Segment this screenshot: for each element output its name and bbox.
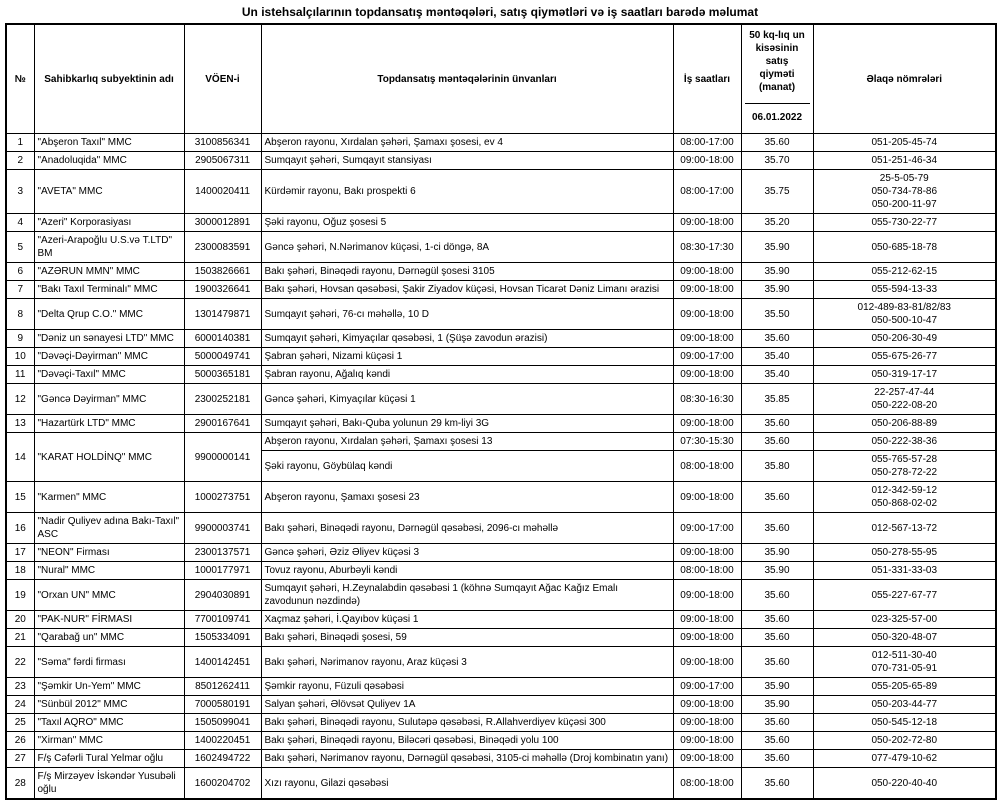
contact-line: 050-202-72-80 xyxy=(871,735,938,746)
table-row xyxy=(6,348,996,366)
row-number-cell: 26 xyxy=(6,732,34,750)
contact-cell xyxy=(813,348,996,366)
table-row xyxy=(6,580,996,611)
contact-line: 050-222-38-36 xyxy=(871,436,938,447)
voen-cell: 1400020411 xyxy=(184,170,261,214)
contact-cell xyxy=(813,732,996,750)
hours-cell: 08:00-17:00 xyxy=(673,134,741,152)
hours-cell: 09:00-18:00 xyxy=(673,214,741,232)
contact-cell xyxy=(813,299,996,330)
company-name-cell: "NEON" Firması xyxy=(34,544,184,562)
contact-line: 070-731-05-91 xyxy=(871,663,938,674)
company-name-cell: "Gəncə Dəyirman" MMC xyxy=(34,384,184,415)
price-cell: 35.60 xyxy=(741,330,813,348)
contact-line: 050-734-78-86 xyxy=(871,186,938,197)
price-cell: 35.90 xyxy=(741,263,813,281)
table-row xyxy=(6,330,996,348)
address-cell: Salyan şəhəri, Əlövsət Quliyev 1A xyxy=(261,696,673,714)
contact-line: 051-251-46-34 xyxy=(871,155,938,166)
company-name-cell: "Azeri-Arapoğlu U.S.və T.LTD" BM xyxy=(34,232,184,263)
row-number-cell: 27 xyxy=(6,750,34,768)
contact-cell xyxy=(813,263,996,281)
contact-line: 012-567-13-72 xyxy=(871,522,938,534)
price-cell: 35.90 xyxy=(741,696,813,714)
price-cell: 35.60 xyxy=(741,134,813,152)
contact-line: 055-594-13-33 xyxy=(871,284,938,295)
company-name-cell: "Səma" fərdi firması xyxy=(34,647,184,678)
header-hours: İş saatları xyxy=(673,24,741,134)
address-cell: Bakı şəhəri, Binəqədi rayonu, Dərnəgül şosesi 3105 xyxy=(261,263,673,281)
address-cell: Gəncə şəhəri, Əziz Əliyev küçəsi 3 xyxy=(261,544,673,562)
voen-cell: 5000049741 xyxy=(184,348,261,366)
table-row xyxy=(6,134,996,152)
contact-line: 055-205-65-89 xyxy=(871,681,938,692)
company-name-cell: "Taxıl AQRO" MMC xyxy=(34,714,184,732)
price-cell: 35.50 xyxy=(741,299,813,330)
company-name-cell: "Dəvəçi-Taxıl" MMC xyxy=(34,366,184,384)
contact-line: 012-489-83-81/82/83 xyxy=(857,302,951,313)
contact-cell xyxy=(813,415,996,433)
contact-line: 050-200-11-97 xyxy=(871,199,937,210)
address-cell: Bakı şəhəri, Binəqədi rayonu, Sulutəpə qəsəbəsi, R.Allahverdiyev küçəsi 300 xyxy=(261,714,673,732)
header-no: № xyxy=(6,24,34,134)
company-name-cell: "Orxan UN" MMC xyxy=(34,580,184,611)
row-number-cell: 21 xyxy=(6,629,34,647)
address-cell: Bakı şəhəri, Binəqədi rayonu, Biləcəri qəsəbəsi, Binəqədi yolu 100 xyxy=(261,732,673,750)
table-row xyxy=(6,768,996,800)
contact-line: 050-545-12-18 xyxy=(871,717,938,728)
price-cell: 35.90 xyxy=(741,281,813,299)
address-cell: Sumqayıt şəhəri, H.Zeynalabdin qəsəbəsi 1 (köhnə Sumqayıt Ağac Kağız Emalı zavodunun nəzdində) xyxy=(261,580,673,611)
price-cell: 35.85 xyxy=(741,384,813,415)
header-row xyxy=(6,24,996,134)
hours-cell: 08:30-16:30 xyxy=(673,384,741,415)
voen-cell: 9900000141 xyxy=(184,433,261,482)
table-row xyxy=(6,513,996,544)
row-number-cell: 2 xyxy=(6,152,34,170)
hours-cell: 09:00-18:00 xyxy=(673,611,741,629)
price-cell: 35.40 xyxy=(741,348,813,366)
row-number-cell: 7 xyxy=(6,281,34,299)
company-name-cell: "AZƏRUN MMN" MMC xyxy=(34,263,184,281)
voen-cell: 9900003741 xyxy=(184,513,261,544)
table-row xyxy=(6,299,996,330)
contact-line: 055-212-62-15 xyxy=(871,266,938,277)
voen-cell: 5000365181 xyxy=(184,366,261,384)
contact-line: 050-320-48-07 xyxy=(871,632,938,643)
contact-line: 050-685-18-78 xyxy=(871,241,938,253)
contact-line: 012-342-59-12 xyxy=(871,485,938,496)
contact-cell xyxy=(813,214,996,232)
contact-line: 012-511-30-40 xyxy=(871,650,937,661)
contact-line: 050-206-30-49 xyxy=(871,333,938,344)
contact-cell xyxy=(813,678,996,696)
hours-cell: 09:00-18:00 xyxy=(673,152,741,170)
contact-line: 055-765-57-28 xyxy=(871,454,938,465)
price-cell: 35.90 xyxy=(741,232,813,263)
contact-line: 25-5-05-79 xyxy=(879,173,929,184)
hours-cell: 09:00-18:00 xyxy=(673,281,741,299)
contact-line: 050-500-10-47 xyxy=(871,315,938,326)
price-cell: 35.60 xyxy=(741,768,813,800)
hours-cell: 08:00-18:00 xyxy=(673,768,741,800)
row-number-cell: 6 xyxy=(6,263,34,281)
voen-cell: 2904030891 xyxy=(184,580,261,611)
company-name-cell: "Nadir Quliyev adına Bakı-Taxıl" ASC xyxy=(34,513,184,544)
table-row xyxy=(6,544,996,562)
company-name-cell: "PAK-NUR" FİRMASI xyxy=(34,611,184,629)
voen-cell: 1900326641 xyxy=(184,281,261,299)
price-cell: 35.75 xyxy=(741,170,813,214)
voen-cell: 3000012891 xyxy=(184,214,261,232)
contact-line: 050-868-02-02 xyxy=(871,498,938,509)
contact-cell xyxy=(813,433,996,451)
address-cell: Bakı şəhəri, Nərimanov rayonu, Araz küçəsi 3 xyxy=(261,647,673,678)
address-cell: Tovuz rayonu, Aburbəyli kəndi xyxy=(261,562,673,580)
contact-cell xyxy=(813,611,996,629)
contact-cell xyxy=(813,482,996,513)
contact-line: 050-206-88-89 xyxy=(871,418,938,429)
voen-cell: 1503826661 xyxy=(184,263,261,281)
table-row xyxy=(6,384,996,415)
row-number-cell: 25 xyxy=(6,714,34,732)
row-number-cell: 17 xyxy=(6,544,34,562)
contact-cell xyxy=(813,366,996,384)
row-number-cell: 28 xyxy=(6,768,34,800)
table-row xyxy=(6,366,996,384)
company-name-cell: "Sünbül 2012" MMC xyxy=(34,696,184,714)
contact-cell xyxy=(813,714,996,732)
table-row xyxy=(6,696,996,714)
price-cell: 35.60 xyxy=(741,732,813,750)
address-cell: Gəncə şəhəri, Kimyaçılar küçəsi 1 xyxy=(261,384,673,415)
contact-cell xyxy=(813,134,996,152)
address-cell: Kürdəmir rayonu, Bakı prospekti 6 xyxy=(261,170,673,214)
contact-cell xyxy=(813,580,996,611)
row-number-cell: 3 xyxy=(6,170,34,214)
contact-cell xyxy=(813,330,996,348)
hours-cell: 09:00-18:00 xyxy=(673,415,741,433)
voen-cell: 2300252181 xyxy=(184,384,261,415)
address-cell: Abşeron rayonu, Şamaxı şosesi 23 xyxy=(261,482,673,513)
contact-line: 051-331-33-03 xyxy=(871,565,938,576)
voen-cell: 1000273751 xyxy=(184,482,261,513)
address-cell: Bakı şəhəri, Binəqədi şosesi, 59 xyxy=(261,629,673,647)
contact-cell xyxy=(813,750,996,768)
contact-line: 050-203-44-77 xyxy=(871,699,938,710)
voen-cell: 2300137571 xyxy=(184,544,261,562)
contact-cell xyxy=(813,451,996,482)
price-cell: 35.70 xyxy=(741,152,813,170)
row-number-cell: 10 xyxy=(6,348,34,366)
hours-cell: 08:00-18:00 xyxy=(673,562,741,580)
voen-cell: 1505334091 xyxy=(184,629,261,647)
address-cell: Sumqayıt şəhəri, Kimyaçılar qəsəbəsi, 1 (Şüşə zavodun ərazisi) xyxy=(261,330,673,348)
contact-cell xyxy=(813,513,996,544)
hours-cell: 09:00-17:00 xyxy=(673,513,741,544)
price-cell: 35.60 xyxy=(741,611,813,629)
table-row xyxy=(6,152,996,170)
contact-line: 055-675-26-77 xyxy=(871,351,938,362)
contact-cell xyxy=(813,629,996,647)
row-number-cell: 20 xyxy=(6,611,34,629)
row-number-cell: 1 xyxy=(6,134,34,152)
table-row xyxy=(6,732,996,750)
hours-cell: 09:00-18:00 xyxy=(673,732,741,750)
table-row xyxy=(6,214,996,232)
address-cell: Şabran şəhəri, Nizami küçəsi 1 xyxy=(261,348,673,366)
hours-cell: 09:00-18:00 xyxy=(673,696,741,714)
price-cell: 35.20 xyxy=(741,214,813,232)
table-row xyxy=(6,415,996,433)
voen-cell: 3100856341 xyxy=(184,134,261,152)
hours-cell: 09:00-18:00 xyxy=(673,330,741,348)
producers-table xyxy=(5,23,997,800)
address-cell: Abşeron rayonu, Xırdalan şəhəri, Şamaxı şosesi 13 xyxy=(261,433,673,451)
header-price-inner xyxy=(745,27,810,131)
header-contact: Əlaqə nömrələri xyxy=(813,24,996,134)
row-number-cell: 9 xyxy=(6,330,34,348)
company-name-cell: "Dəvəçi-Dəyirman" MMC xyxy=(34,348,184,366)
table-row xyxy=(6,232,996,263)
table-row xyxy=(6,170,996,214)
header-price-date: 06.01.2022 xyxy=(745,103,810,131)
contact-cell xyxy=(813,281,996,299)
address-cell: Sumqayıt şəhəri, Sumqayıt stansiyası xyxy=(261,152,673,170)
table-row xyxy=(6,281,996,299)
contact-cell xyxy=(813,152,996,170)
contact-line: 077-479-10-62 xyxy=(871,753,938,764)
address-cell: Xızı rayonu, Gilazi qəsəbəsi xyxy=(261,768,673,800)
price-cell: 35.60 xyxy=(741,750,813,768)
company-name-cell: "Bakı Taxıl Terminalı" MMC xyxy=(34,281,184,299)
table-row xyxy=(6,678,996,696)
row-number-cell: 22 xyxy=(6,647,34,678)
hours-cell: 08:30-17:30 xyxy=(673,232,741,263)
voen-cell: 2300083591 xyxy=(184,232,261,263)
row-number-cell: 14 xyxy=(6,433,34,482)
table-header xyxy=(6,24,996,134)
hours-cell: 09:00-17:00 xyxy=(673,348,741,366)
row-number-cell: 5 xyxy=(6,232,34,263)
price-cell: 35.60 xyxy=(741,482,813,513)
address-cell: Sumqayıt şəhəri, 76-cı məhəllə, 10 D xyxy=(261,299,673,330)
voen-cell: 1505099041 xyxy=(184,714,261,732)
header-company-name: Sahibkarlıq subyektinin adı xyxy=(34,24,184,134)
price-cell: 35.90 xyxy=(741,562,813,580)
company-name-cell: "Qarabağ un" MMC xyxy=(34,629,184,647)
address-cell: Bakı şəhəri, Binəqədi rayonu, Dərnəgül qəsəbəsi, 2096-cı məhəllə xyxy=(261,513,673,544)
row-number-cell: 24 xyxy=(6,696,34,714)
hours-cell: 08:00-17:00 xyxy=(673,170,741,214)
address-cell: Bakı şəhəri, Nərimanov rayonu, Dərnəgül qəsəbəsi, 3105-ci məhəllə (Droj kombinatın yanı) xyxy=(261,750,673,768)
header-voen: VÖEN-i xyxy=(184,24,261,134)
table-body xyxy=(6,134,996,800)
contact-line: 050-222-08-20 xyxy=(871,400,938,411)
address-cell: Bakı şəhəri, Hovsan qəsəbəsi, Şakir Ziyadov küçəsi, Hovsan Ticarət Dəniz Limanı ərazisi xyxy=(261,281,673,299)
voen-cell: 1400220451 xyxy=(184,732,261,750)
hours-cell: 07:30-15:30 xyxy=(673,433,741,451)
hours-cell: 09:00-17:00 xyxy=(673,678,741,696)
price-cell: 35.60 xyxy=(741,433,813,451)
row-number-cell: 15 xyxy=(6,482,34,513)
hours-cell: 09:00-18:00 xyxy=(673,366,741,384)
address-cell: Abşeron rayonu, Xırdalan şəhəri, Şamaxı şosesi, ev 4 xyxy=(261,134,673,152)
hours-cell: 09:00-18:00 xyxy=(673,482,741,513)
address-cell: Şəmkir rayonu, Füzuli qəsəbəsi xyxy=(261,678,673,696)
header-price xyxy=(741,24,813,134)
voen-cell: 1600204702 xyxy=(184,768,261,800)
table-row xyxy=(6,647,996,678)
table-row xyxy=(6,750,996,768)
voen-cell: 2900167641 xyxy=(184,415,261,433)
page-title: Un istehsalçılarının topdansatış məntəqələri, satış qiymətləri və iş saatları barədə məlumat xyxy=(241,5,759,19)
contact-line: 055-730-22-77 xyxy=(871,217,938,228)
row-number-cell: 18 xyxy=(6,562,34,580)
table-row xyxy=(6,433,996,451)
price-cell: 35.80 xyxy=(741,451,813,482)
row-number-cell: 13 xyxy=(6,415,34,433)
hours-cell: 09:00-18:00 xyxy=(673,263,741,281)
company-name-cell: "Hazartürk LTD" MMC xyxy=(34,415,184,433)
contact-cell xyxy=(813,768,996,800)
company-name-cell: "Karmen" MMC xyxy=(34,482,184,513)
contact-line: 050-278-55-95 xyxy=(871,547,938,558)
hours-cell: 09:00-18:00 xyxy=(673,580,741,611)
price-cell: 35.60 xyxy=(741,647,813,678)
hours-cell: 09:00-18:00 xyxy=(673,299,741,330)
address-cell: Sumqayıt şəhəri, Bakı-Quba yolunun 29 km-liyi 3G xyxy=(261,415,673,433)
voen-cell: 2905067311 xyxy=(184,152,261,170)
voen-cell: 1400142451 xyxy=(184,647,261,678)
voen-cell: 7000580191 xyxy=(184,696,261,714)
contact-cell xyxy=(813,544,996,562)
address-cell: Şəki rayonu, Oğuz şosesi 5 xyxy=(261,214,673,232)
contact-line: 023-325-57-00 xyxy=(871,614,938,625)
contact-line: 051-205-45-74 xyxy=(871,137,938,148)
price-cell: 35.90 xyxy=(741,678,813,696)
price-cell: 35.60 xyxy=(741,415,813,433)
contact-cell xyxy=(813,647,996,678)
contact-cell xyxy=(813,696,996,714)
contact-cell xyxy=(813,232,996,263)
contact-cell xyxy=(813,562,996,580)
price-cell: 35.40 xyxy=(741,366,813,384)
contact-line: 050-278-72-22 xyxy=(871,467,938,478)
company-name-cell: F/ş Mirzəyev İskəndər Yusubəli oğlu xyxy=(34,768,184,800)
price-cell: 35.60 xyxy=(741,513,813,544)
row-number-cell: 12 xyxy=(6,384,34,415)
price-cell: 35.60 xyxy=(741,714,813,732)
hours-cell: 09:00-18:00 xyxy=(673,647,741,678)
voen-cell: 1000177971 xyxy=(184,562,261,580)
voen-cell: 8501262411 xyxy=(184,678,261,696)
contact-line: 050-319-17-17 xyxy=(871,369,938,380)
company-name-cell: "AVETA" MMC xyxy=(34,170,184,214)
voen-cell: 1301479871 xyxy=(184,299,261,330)
hours-cell: 09:00-18:00 xyxy=(673,750,741,768)
contact-line: 050-220-40-40 xyxy=(871,777,938,789)
voen-cell: 7700109741 xyxy=(184,611,261,629)
company-name-cell: "Şəmkir Un-Yem" MMC xyxy=(34,678,184,696)
company-name-cell: "Nural" MMC xyxy=(34,562,184,580)
company-name-cell: "Delta Qrup C.O." MMC xyxy=(34,299,184,330)
table-row xyxy=(6,263,996,281)
company-name-cell: "Azeri" Korporasiyası xyxy=(34,214,184,232)
row-number-cell: 16 xyxy=(6,513,34,544)
row-number-cell: 23 xyxy=(6,678,34,696)
address-cell: Şəki rayonu, Göybülaq kəndi xyxy=(261,451,673,482)
table-row xyxy=(6,629,996,647)
contact-line: 22-257-47-44 xyxy=(874,387,935,398)
table-row xyxy=(6,714,996,732)
price-cell: 35.90 xyxy=(741,544,813,562)
price-cell: 35.60 xyxy=(741,580,813,611)
hours-cell: 09:00-18:00 xyxy=(673,629,741,647)
table-row xyxy=(6,611,996,629)
contact-line: 055-227-67-77 xyxy=(871,589,938,601)
address-cell: Xaçmaz şəhəri, İ.Qayıbov küçəsi 1 xyxy=(261,611,673,629)
header-price-label: 50 kq-lıq un kisəsinin satış qiyməti (manat) xyxy=(749,30,805,93)
row-number-cell: 11 xyxy=(6,366,34,384)
voen-cell: 1602494722 xyxy=(184,750,261,768)
header-address: Topdansatış məntəqələrinin ünvanları xyxy=(261,24,673,134)
address-cell: Şabran rayonu, Ağalıq kəndi xyxy=(261,366,673,384)
hours-cell: 08:00-18:00 xyxy=(673,451,741,482)
price-cell: 35.60 xyxy=(741,629,813,647)
address-cell: Gəncə şəhəri, N.Nərimanov küçəsi, 1-ci döngə, 8A xyxy=(261,232,673,263)
hours-cell: 09:00-18:00 xyxy=(673,714,741,732)
company-name-cell: "Xirman" MMC xyxy=(34,732,184,750)
voen-cell: 6000140381 xyxy=(184,330,261,348)
contact-cell xyxy=(813,384,996,415)
hours-cell: 09:00-18:00 xyxy=(673,544,741,562)
row-number-cell: 19 xyxy=(6,580,34,611)
contact-cell xyxy=(813,170,996,214)
company-name-cell: "Abşeron Taxıl" MMC xyxy=(34,134,184,152)
table-row xyxy=(6,482,996,513)
company-name-cell: "KARAT HOLDİNQ" MMC xyxy=(34,433,184,482)
table-row xyxy=(6,562,996,580)
row-number-cell: 8 xyxy=(6,299,34,330)
company-name-cell: "Dəniz un sənayesi LTD" MMC xyxy=(34,330,184,348)
company-name-cell: "Anadoluqida" MMC xyxy=(34,152,184,170)
company-name-cell: F/ş Cəfərli Tural Yelmar oğlu xyxy=(34,750,184,768)
row-number-cell: 4 xyxy=(6,214,34,232)
